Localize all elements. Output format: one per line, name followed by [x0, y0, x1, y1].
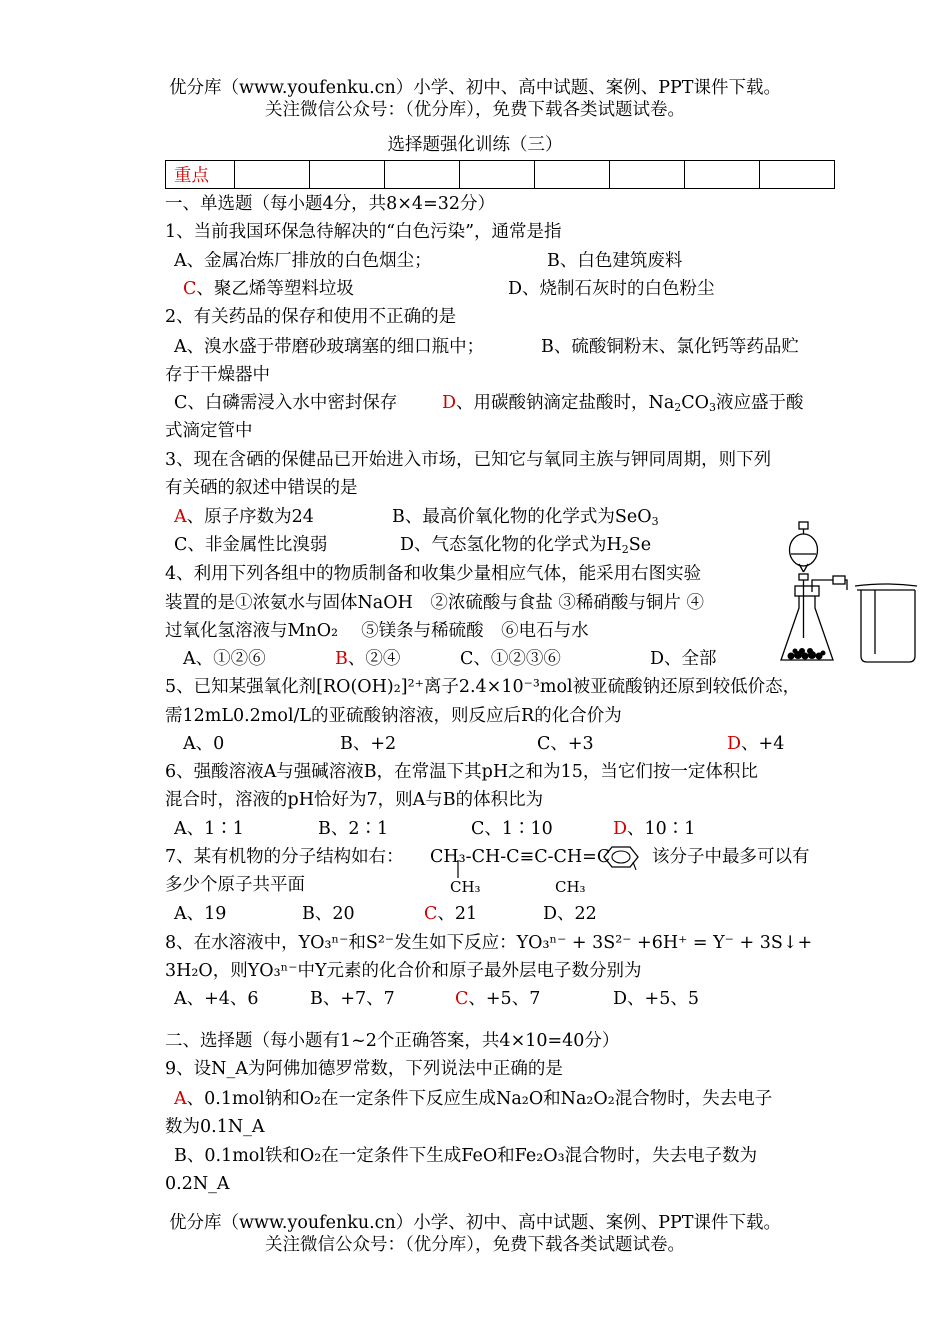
q4-option-c: C、①②③⑥: [460, 649, 561, 669]
q2-d-text-1: 、用碳酸钠滴定盐酸时，Na: [456, 393, 675, 413]
q3-stem-1: 3、现在含硒的保健品已开始进入市场，已知它与氧同主族与钾同周期，则下列: [165, 450, 772, 470]
q7-methyl-1: CH₃: [450, 878, 481, 896]
key-cell: [385, 161, 460, 189]
q7-methyl-2: CH₃: [555, 878, 586, 896]
q8-option-d: D、+5、5: [613, 989, 699, 1009]
answer-mark: C: [183, 279, 197, 299]
key-points-table: [165, 160, 835, 189]
q7-option-d: D、22: [543, 904, 597, 924]
q2-stem-text: 2、有关药品的保存和使用不正确的是: [165, 307, 457, 327]
q7-formula: CH₃-CH-C≡C-CH=C: [430, 847, 611, 867]
q4-option-a: A、①②⑥: [183, 649, 266, 669]
q3-option-b: [392, 506, 659, 528]
answer-mark: D: [613, 819, 628, 839]
q3-a-text: 、原子序数为24: [186, 507, 314, 527]
q7-option-c: [424, 903, 477, 925]
q1-option-a: A、金属冶炼厂排放的白色烟尘；: [174, 251, 432, 271]
q6-option-b: B、2∶1: [318, 819, 389, 839]
key-cell: [685, 161, 760, 189]
q5-option-a: A、0: [183, 734, 225, 754]
q5-stem-1: 5、已知某强氧化剂[RO(OH)₂]²⁺离子2.4×10⁻³mol被亚硫酸钠还原到较低价态，: [165, 677, 801, 697]
q9-option-a: [174, 1088, 772, 1110]
answer-mark: C: [455, 989, 469, 1009]
key-cell: [460, 161, 535, 189]
q4-option-d: D、全部: [650, 649, 717, 669]
page-title: 选择题强化训练（三）: [387, 135, 563, 155]
q3-stem-2: 有关硒的叙述中错误的是: [165, 478, 358, 498]
q5-d-text: 、+4: [741, 734, 785, 754]
q4-stem-2: 装置的是①浓氨水与固体NaOH ②浓硫酸与食盐 ③稀硝酸与铜片 ④: [165, 593, 704, 613]
q9-option-b-cont: 0.2N_A: [165, 1174, 230, 1194]
q2-option-d-cont: 式滴定管中: [165, 421, 253, 441]
q6-d-text: 、10∶1: [627, 819, 696, 839]
q1-option-d: D、烧制石灰时的白色粉尘: [508, 279, 715, 299]
q2-d-text-3: 液应盛于酸: [716, 393, 804, 413]
q2-option-c: C、白磷需浸入水中密封保存: [174, 393, 398, 413]
q8-option-a: A、+4、6: [174, 989, 259, 1009]
key-cell: [535, 161, 610, 189]
key-cell: [235, 161, 310, 189]
q3-option-c: C、非金属性比溴弱: [174, 535, 328, 555]
q6-stem-2: 混合时，溶液的pH恰好为7，则A与B的体积比为: [165, 790, 544, 810]
q7-stem-end: 该分子中最多可以有: [652, 847, 810, 867]
q8-stem-2: 3H₂O，则YO₃ⁿ⁻中Y元素的化合价和原子最外层电子数分别为: [165, 961, 642, 981]
q5-stem-2: 需12mL0.2mol/L的亚硫酸钠溶液，则反应后R的化合价为: [165, 706, 622, 726]
section-1-heading: 一、单选题（每小题4分，共8×4=32分）: [165, 194, 495, 214]
q1-option-c-text: 、聚乙烯等塑料垃圾: [196, 279, 354, 299]
answer-mark: A: [174, 507, 187, 527]
key-cell: [760, 161, 835, 189]
answer-mark: D: [442, 393, 457, 413]
answer-mark: B: [335, 649, 348, 669]
q5-option-b: B、+2: [340, 734, 397, 754]
q7-stem-1: 7、某有机物的分子结构如右：: [165, 847, 404, 867]
q6-stem-1: 6、强酸溶液A与强碱溶液B，在常温下其pH之和为15，当它们按一定体积比: [165, 762, 758, 782]
q8-c-text: 、+5、7: [468, 989, 541, 1009]
q5-option-d: [727, 733, 784, 755]
header-line-1: 优分库（www.youfenku.cn）小学、初中、高中试题、案例、PPT课件下载。: [169, 78, 781, 98]
q2-option-b: B、硫酸铜粉末、氯化钙等药品贮: [541, 337, 799, 357]
subscript: 2: [621, 543, 629, 556]
key-cell: [310, 161, 385, 189]
q3-option-d: [400, 534, 651, 556]
footer-line-2: 关注微信公众号：（优分库），免费下载各类试题试卷。: [265, 1235, 685, 1255]
q8-option-b: B、+7、7: [310, 989, 395, 1009]
q7-c-text: 、21: [437, 904, 478, 924]
key-cell: [610, 161, 685, 189]
q7-stem-2: 多少个原子共平面: [165, 875, 305, 895]
q9-a-text: 、0.1mol钠和O₂在一定条件下反应生成Na₂O和Na₂O₂混合物时，失去电子: [186, 1089, 773, 1109]
q3-b-text: B、最高价氧化物的化学式为SeO: [392, 507, 652, 527]
q8-stem-1: 8、在水溶液中，YO₃ⁿ⁻和S²⁻发生如下反应：YO₃ⁿ⁻ + 3S²⁻ +6H⁺ = Y⁻ + 3S↓+: [165, 933, 813, 953]
q9-stem: 9、设N_A为阿佛加德罗常数，下列说法中正确的是: [165, 1059, 563, 1079]
q6-option-d: [613, 818, 695, 840]
q3-option-a: [174, 506, 314, 528]
q7-option-a: A、19: [174, 904, 227, 924]
q2-option-d: [442, 392, 804, 414]
header-line-2: 关注微信公众号：（优分库），免费下载各类试题试卷。: [265, 100, 685, 120]
q4-option-b: [335, 648, 400, 670]
q1-stem: 1、当前我国环保急待解决的“白色污染”，通常是指: [165, 222, 562, 242]
q2-d-text-2: CO: [681, 393, 710, 413]
gas-apparatus-figure: [775, 520, 925, 670]
q1-option-b: B、白色建筑废料: [547, 251, 683, 271]
q6-option-a: A、1∶1: [174, 819, 244, 839]
subscript: 2: [674, 401, 682, 414]
section-2-heading: 二、选择题（每小题有1~2个正确答案，共4×10=40分）: [165, 1031, 620, 1051]
q2-option-a: A、溴水盛于带磨砂玻璃塞的细口瓶中；: [174, 337, 485, 357]
q3-d-text-1: D、气态氢化物的化学式为H: [400, 535, 622, 555]
subscript: 3: [709, 401, 717, 414]
q9-option-b: B、0.1mol铁和O₂在一定条件下生成FeO和Fe₂O₃混合物时，失去电子数为: [174, 1146, 758, 1166]
q9-option-a-cont: 数为0.1N_A: [165, 1117, 265, 1137]
q7-option-b: B、20: [302, 904, 355, 924]
subscript: 3: [651, 515, 659, 528]
q4-stem-1: 4、利用下列各组中的物质制备和收集少量相应气体，能采用右图实验: [165, 564, 702, 584]
q2-option-b-cont: 存于干燥器中: [165, 365, 270, 385]
q4-stem-3: 过氧化氢溶液与MnO₂ ⑤镁条与稀硫酸 ⑥电石与水: [165, 621, 589, 641]
q6-option-c: C、1∶10: [471, 819, 553, 839]
answer-mark: D: [727, 734, 742, 754]
benzene-ring-icon: [602, 844, 640, 870]
q1-option-c: [183, 278, 354, 300]
key-points-label: 重点: [166, 161, 235, 189]
answer-mark: C: [424, 904, 438, 924]
q4-b-text: 、②④: [347, 649, 401, 669]
answer-mark: A: [174, 1089, 187, 1109]
q8-option-c: [455, 988, 540, 1010]
footer-line-1: 优分库（www.youfenku.cn）小学、初中、高中试题、案例、PPT课件下载。: [169, 1213, 781, 1233]
q5-option-c: C、+3: [537, 734, 594, 754]
q3-d-text-2: Se: [628, 535, 652, 555]
